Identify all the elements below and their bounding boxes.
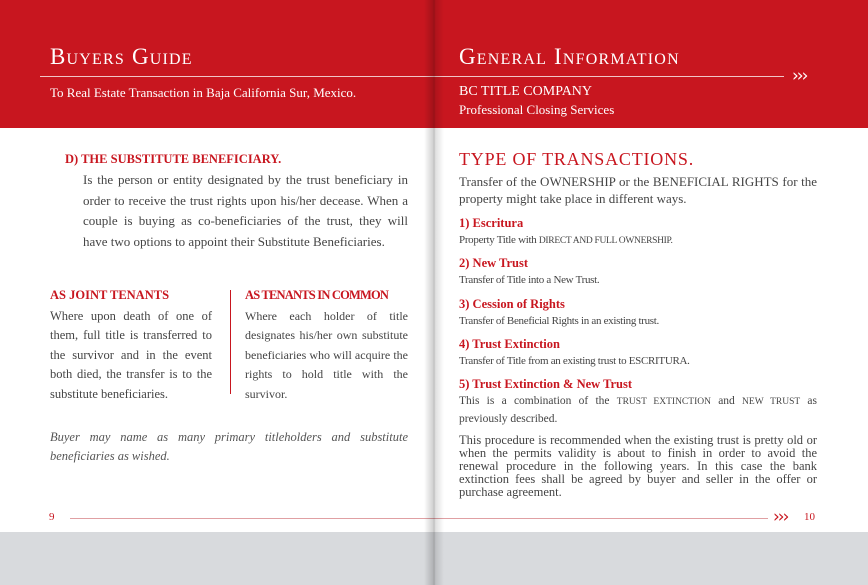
right-page-number: 10 — [804, 511, 815, 523]
joint-tenants-body: Where upon death of one of them, full title is transferred to the survivor and in the event both died, the transfer is to the substitute beneficiaries. — [50, 308, 212, 401]
transaction-item — [459, 297, 817, 330]
right-header-banner — [434, 0, 868, 128]
left-page-number: 9 — [49, 511, 55, 523]
tenants-in-common-body: Where each holder of title designates his/her own substitute beneficiaries who will acquire the rights to hold title with the survivor. — [245, 308, 408, 401]
transaction-item — [459, 337, 817, 370]
left-header-banner — [0, 0, 434, 128]
transaction-item-title: 2) New Trust — [459, 256, 528, 270]
right-page-title: General Information — [459, 44, 680, 69]
tenants-in-common-heading: AS TENANTS IN COMMON — [245, 288, 389, 302]
company-tagline: Professional Closing Services — [459, 102, 615, 117]
transaction-item-desc: This is a combination of the TRUST EXTINCTION and NEW TRUST as previously described. — [459, 395, 817, 425]
procedure-paragraph: This procedure is recommended when the existing trust is pretty old or when the permits validity is about to finish in order to avoid the renewal procedure in the following years. In this case the bank extinction fees shall be agreed by buyer and seller in the offer or purchase agreement. — [459, 433, 817, 499]
transaction-item-desc: Transfer of Beneficial Rights in an existing trust. — [459, 315, 659, 327]
transaction-types-title: TYPE OF TRANSACTIONS. — [459, 149, 694, 169]
left-page-subtitle: To Real Estate Transaction in Baja California Sur, Mexico. — [50, 85, 357, 100]
left-footer-rule — [70, 518, 434, 519]
transaction-item-desc: Transfer of Title into a New Trust. — [459, 274, 600, 286]
transaction-types-intro: Transfer of the OWNERSHIP or the BENEFICIAL RIGHTS for the property might take place in different ways. — [459, 174, 817, 206]
transaction-item — [459, 216, 817, 250]
left-page — [0, 0, 434, 532]
transaction-item-title: 5) Trust Extinction & New Trust — [459, 377, 633, 391]
section-d-heading: D) THE SUBSTITUTE BENEFICIARY. — [65, 152, 282, 166]
transaction-item-title: 4) Trust Extinction — [459, 337, 560, 351]
right-footer-rule — [434, 518, 768, 519]
transaction-item-desc: Transfer of Title from an existing trust to ESCRITURA. — [459, 355, 690, 367]
company-name: BC TITLE COMPANY — [459, 84, 593, 99]
transaction-item-desc: Property Title with DIRECT AND FULL OWNERSHIP. — [459, 234, 673, 246]
joint-tenants-heading: AS JOINT TENANTS — [50, 288, 170, 302]
buyer-note: Buyer may name as many primary titleholders and substitute beneficiaries as wished. — [50, 430, 408, 463]
column-divider — [230, 290, 231, 394]
header-chevron-icon: ››› — [792, 66, 807, 86]
transaction-item-title: 1) Escritura — [459, 216, 524, 230]
left-header-rule — [40, 76, 434, 77]
footer-chevron-icon: ››› — [773, 507, 788, 527]
tenants-in-common-column — [245, 286, 408, 404]
left-page-title: Buyers Guide — [50, 44, 193, 69]
section-d-body: Is the person or entity designated by the trust beneficiary in order to receive the trust rights upon his/her decease. When a couple is buying as co-beneficiaries of the trust, they will have two options to appoint their Substitute Beneficiaries. — [83, 172, 408, 249]
transaction-item-title: 3) Cession of Rights — [459, 297, 565, 311]
right-header-rule — [434, 76, 784, 77]
transaction-item — [459, 256, 817, 289]
transaction-item — [459, 377, 817, 428]
joint-tenants-column — [50, 286, 212, 404]
